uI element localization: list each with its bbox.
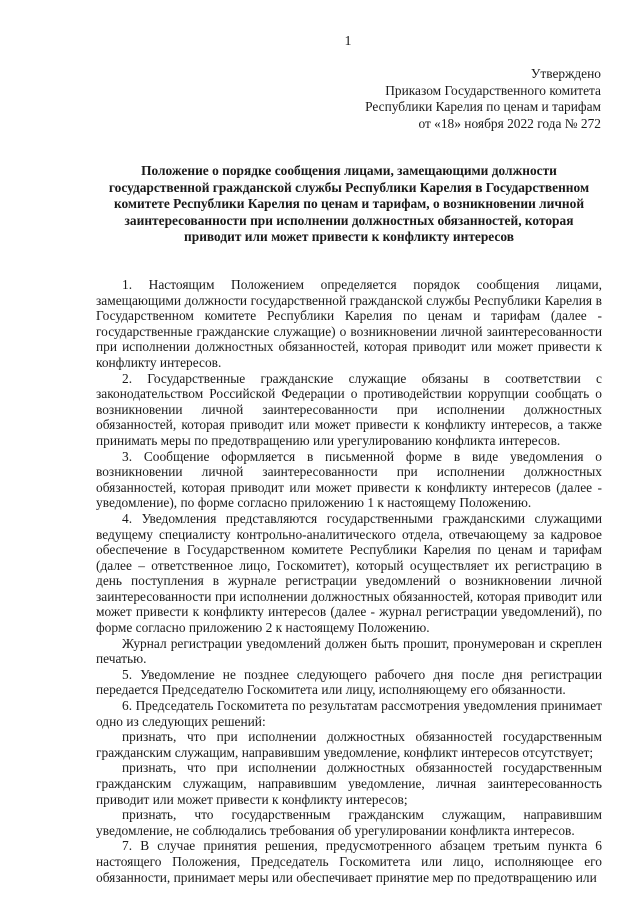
paragraph: 1. Настоящим Положением определяется порядок сообщения лицами, замещающими должности государственной гражданской службы Республики Карелия в Государственном комитете Республики Карелия по ценам и тарифам (далее - государственные гражданские служащие) о возникновении личной заинтересованности при исполнении должностных обязанностей, которая приводит или может привести к конфликту интересов. <box>96 277 602 370</box>
approval-line: от «18» ноября 2022 года № 272 <box>418 115 601 131</box>
paragraph: признать, что при исполнении должностных обязанностей государственным гражданским служащим, направившим уведомление, личная заинтересованность приводит или может привести к конфликту интересов; <box>96 760 602 807</box>
paragraph: 4. Уведомления представляются государственными гражданскими служащими ведущему специалисту контрольно-аналитического отдела, отвечающему за кадровое обеспечение в Государственном комитете Республики Карелия по ценам и тарифам (далее – ответственное лицо, Госкомитет), который осуществляет их регистрацию в день поступления в журнале регистрации уведомлений о возникновении личной заинтересованности при исполнении должностных обязанностей, которая приводит или может привести к конфликту интересов (далее - журнал регистрации уведомлений), по форме согласно приложению 2 к настоящему Положению. <box>96 510 602 636</box>
paragraph: 2. Государственные гражданские служащие обязаны в соответствии с законодательством Российской Федерации о противодействии коррупции сообщать о возникновении личной заинтересованности при исполнении должностных обязанностей, которая приводит или может привести к конфликту интересов, а также принимать меры по предотвращению или урегулированию конфликта интересов. <box>96 370 602 448</box>
paragraph: 5. Уведомление не позднее следующего рабочего дня после дня регистрации передается Председателю Госкомитета или лицу, исполняющему его обязанности. <box>96 666 602 698</box>
paragraph: 7. В случае принятия решения, предусмотренного абзацем третьим пункта 6 настоящего Положения, Председатель Госкомитета или лицо, исполняющее его обязанности, принимает меры или обеспечивает принятие мер по предотвращению или <box>96 838 602 885</box>
document-title: Положение о порядке сообщения лицами, замещающими должности государственной гражданской службы Республики Карелия в Государственном комитете Республики Карелия по ценам и тарифам, о возникновении личной заинтересованности при исполнении должностных обязанностей, которая приводит или может привести к конфликту интересов <box>108 163 590 245</box>
paragraph: 6. Председатель Госкомитета по результатам рассмотрения уведомления принимает одно из следующих решений: <box>96 698 602 729</box>
approval-line: Утверждено <box>530 66 601 81</box>
approval-line: Приказом Государственного комитета <box>385 82 601 98</box>
paragraph: признать, что государственным гражданским служащим, направившим уведомление, не соблюдались требования об урегулировании конфликта интересов. <box>96 807 602 838</box>
approval-block <box>365 66 601 132</box>
document-body <box>96 277 602 885</box>
approval-line: Республики Карелия по ценам и тарифам <box>365 99 601 114</box>
paragraph: признать, что при исполнении должностных обязанностей государственным гражданским служащим, направившим уведомление, конфликт интересов отсутствует; <box>96 729 602 760</box>
paragraph: Журнал регистрации уведомлений должен быть прошит, пронумерован и скреплен печатью. <box>96 635 602 667</box>
page-number: 1 <box>344 34 352 49</box>
paragraph: 3. Сообщение оформляется в письменной форме в виде уведомления о возникновении личной заинтересованности при исполнении должностных обязанностей, которая приводит или может привести к конфликту интересов (далее - уведомление), по форме согласно приложению 1 к настоящему Положению. <box>96 448 602 511</box>
